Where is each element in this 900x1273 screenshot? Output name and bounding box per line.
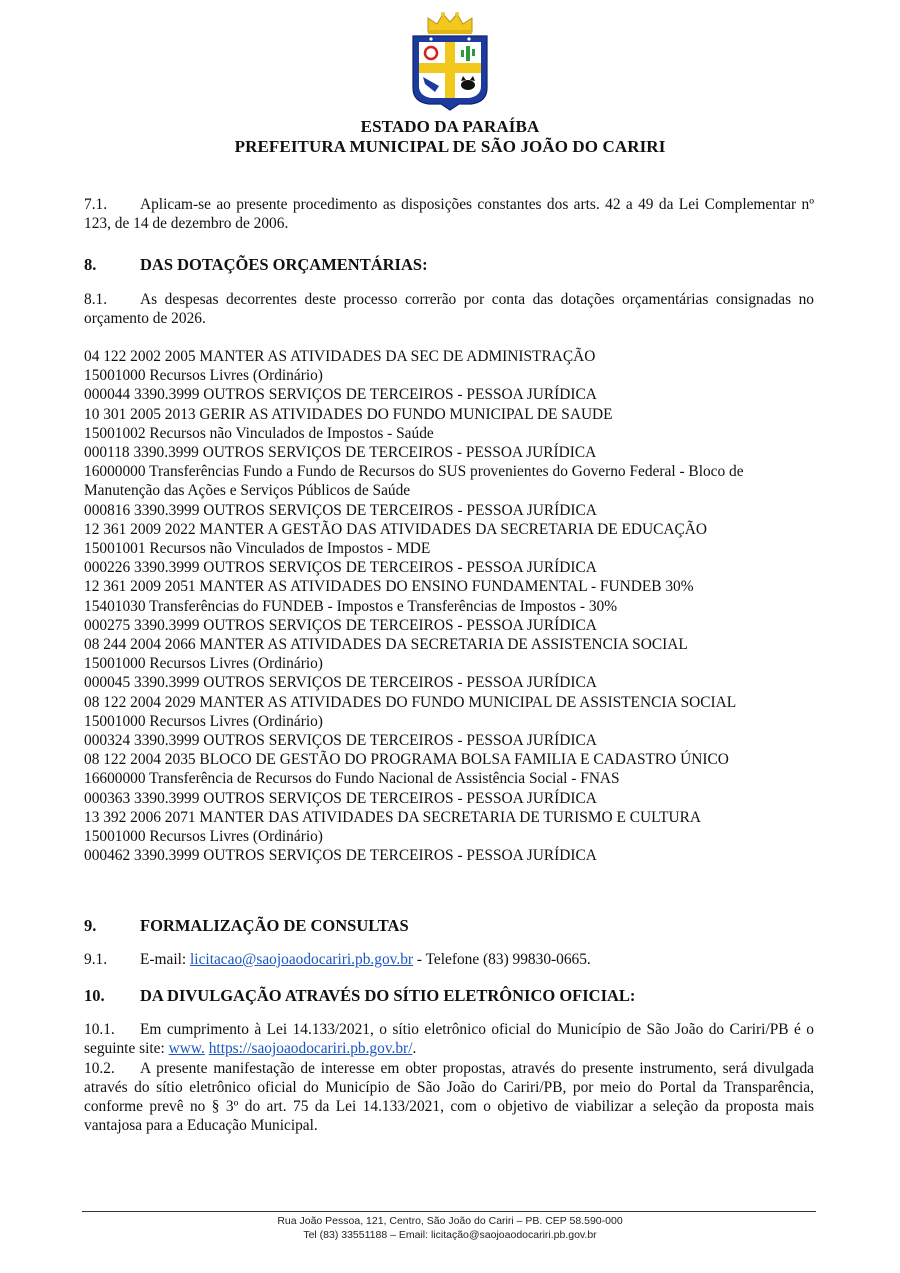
section-title: DAS DOTAÇÕES ORÇAMENTÁRIAS: xyxy=(140,255,428,275)
municipal-coat-of-arms-icon xyxy=(409,10,491,112)
budget-line: 16600000 Transferência de Recursos do Fundo Nacional de Assistência Social - FNAS xyxy=(84,770,620,788)
section-number: 9. xyxy=(84,915,97,935)
email-link[interactable]: licitacao@saojoaodocariri.pb.gov.br xyxy=(190,950,414,968)
budget-line: 16000000 Transferências Fundo a Fundo de Recursos do SUS provenientes do Governo Federal - Bloco de Manutenção das Ações e Serviços Públicos de Saúde xyxy=(84,463,744,500)
header-municipality-name: PREFEITURA MUNICIPAL DE SÃO JOÃO DO CARIRI xyxy=(234,137,666,156)
section-heading-9 xyxy=(84,916,814,935)
section-heading-10 xyxy=(84,986,814,1005)
paragraph-number: 7.1. xyxy=(84,196,108,213)
document-body xyxy=(84,195,814,1135)
paragraph-number: 9.1. xyxy=(84,950,108,968)
budget-line: 15001000 Recursos Livres (Ordinário) xyxy=(84,367,323,385)
section-number: 10. xyxy=(84,985,105,1005)
budget-line: 04 122 2002 2005 MANTER AS ATIVIDADES DA SEC DE ADMINISTRAÇÃO xyxy=(84,348,596,366)
paragraph-text: Em cumprimento à Lei 14.133/2021, o sítio eletrônico oficial do Município de São João do Cariri/PB é o seguinte site: xyxy=(84,1021,814,1058)
budget-line: 15001000 Recursos Livres (Ordinário) xyxy=(84,655,323,673)
footer-address: Rua João Pessoa, 121, Centro, São João do Cariri – PB. CEP 58.590-000 xyxy=(277,1215,623,1227)
www-link[interactable]: www. xyxy=(168,1040,205,1058)
website-link[interactable]: https://saojoaodocariri.pb.gov.br/ xyxy=(208,1040,413,1058)
section-number: 8. xyxy=(84,255,97,275)
budget-line: 000044 3390.3999 OUTROS SERVIÇOS DE TERCEIROS - PESSOA JURÍDICA xyxy=(84,386,597,404)
budget-line: 000363 3390.3999 OUTROS SERVIÇOS DE TERCEIROS - PESSOA JURÍDICA xyxy=(84,789,597,807)
footer-contact: Tel (83) 33551188 – Email: licitação@saojoaodocariri.pb.gov.br xyxy=(303,1229,597,1241)
budget-line: 000816 3390.3999 OUTROS SERVIÇOS DE TERCEIROS - PESSOA JURÍDICA xyxy=(84,501,597,519)
budget-line: 000324 3390.3999 OUTROS SERVIÇOS DE TERCEIROS - PESSOA JURÍDICA xyxy=(84,732,597,750)
budget-line: 000275 3390.3999 OUTROS SERVIÇOS DE TERCEIROS - PESSOA JURÍDICA xyxy=(84,616,597,634)
budget-line: 000462 3390.3999 OUTROS SERVIÇOS DE TERCEIROS - PESSOA JURÍDICA xyxy=(84,847,597,865)
budget-line: 15001000 Recursos Livres (Ordinário) xyxy=(84,828,323,846)
paragraph-10-2 xyxy=(84,1059,814,1136)
paragraph-text: A presente manifestação de interesse em obter propostas, através do presente instrumento, será divulgada através do sítio eletrônico oficial do Município de São João do Cariri/PB, por meio do Portal da Transparência, conforme prevê no § 3º do art. 75 da Lei 14.133/2021, com o objetivo de viabilizar a seleção da proposta mais vantajosa para a Educação Municipal. xyxy=(84,1059,814,1135)
budget-line: 12 361 2009 2051 MANTER AS ATIVIDADES DO ENSINO FUNDAMENTAL - FUNDEB 30% xyxy=(84,578,694,596)
footer-divider xyxy=(82,1211,816,1212)
budget-allocation-list xyxy=(84,347,814,865)
budget-line: 12 361 2009 2022 MANTER A GESTÃO DAS ATIVIDADES DA SECRETARIA DE EDUCAÇÃO xyxy=(84,520,707,538)
budget-line: 15001002 Recursos não Vinculados de Impostos - Saúde xyxy=(84,424,434,442)
section-title: DA DIVULGAÇÃO ATRAVÉS DO SÍTIO ELETRÔNICO OFICIAL: xyxy=(140,985,636,1005)
paragraph-text: Aplicam-se ao presente procedimento as disposições constantes dos arts. 42 a 49 da Lei Complementar nº 123, de 14 de dezembro de 2006. xyxy=(84,196,814,233)
budget-line: 000045 3390.3999 OUTROS SERVIÇOS DE TERCEIROS - PESSOA JURÍDICA xyxy=(84,674,597,692)
paragraph-9-1 xyxy=(84,950,814,969)
header-state-name: ESTADO DA PARAÍBA xyxy=(360,117,540,136)
budget-line: 08 244 2004 2066 MANTER AS ATIVIDADES DA SECRETARIA DE ASSISTENCIA SOCIAL xyxy=(84,636,688,654)
budget-line: 000118 3390.3999 OUTROS SERVIÇOS DE TERCEIROS - PESSOA JURÍDICA xyxy=(84,444,597,462)
paragraph-number: 8.1. xyxy=(84,290,108,308)
paragraph-text: As despesas decorrentes deste processo correrão por conta das dotações orçamentárias consignadas no orçamento de 2026. xyxy=(84,290,814,327)
section-title: FORMALIZAÇÃO DE CONSULTAS xyxy=(140,915,409,935)
paragraph-end: . xyxy=(412,1040,417,1058)
phone-text: - Telefone (83) 99830-0665. xyxy=(413,950,591,968)
paragraph-8-1 xyxy=(84,290,814,328)
budget-line: 13 392 2006 2071 MANTER DAS ATIVIDADES DA SECRETARIA DE TURISMO E CULTURA xyxy=(84,808,701,826)
budget-line: 000226 3390.3999 OUTROS SERVIÇOS DE TERCEIROS - PESSOA JURÍDICA xyxy=(84,559,597,577)
budget-line: 08 122 2004 2029 MANTER AS ATIVIDADES DO FUNDO MUNICIPAL DE ASSISTENCIA SOCIAL xyxy=(84,693,737,711)
paragraph-10-1 xyxy=(84,1020,814,1058)
paragraph-number: 10.2. xyxy=(84,1059,115,1077)
budget-line: 15001000 Recursos Livres (Ordinário) xyxy=(84,712,323,730)
paragraph-number: 10.1. xyxy=(84,1021,115,1039)
budget-line: 15401030 Transferências do FUNDEB - Impostos e Transferências de Impostos - 30% xyxy=(84,597,618,615)
budget-line: 08 122 2004 2035 BLOCO DE GESTÃO DO PROGRAMA BOLSA FAMILIA E CADASTRO ÚNICO xyxy=(84,751,729,769)
paragraph-7-1 xyxy=(84,195,814,233)
email-label: E-mail: xyxy=(140,950,187,968)
budget-line: 15001001 Recursos não Vinculados de Impostos - MDE xyxy=(84,540,431,558)
budget-line: 10 301 2005 2013 GERIR AS ATIVIDADES DO FUNDO MUNICIPAL DE SAUDE xyxy=(84,405,613,423)
section-heading-8 xyxy=(84,255,814,274)
